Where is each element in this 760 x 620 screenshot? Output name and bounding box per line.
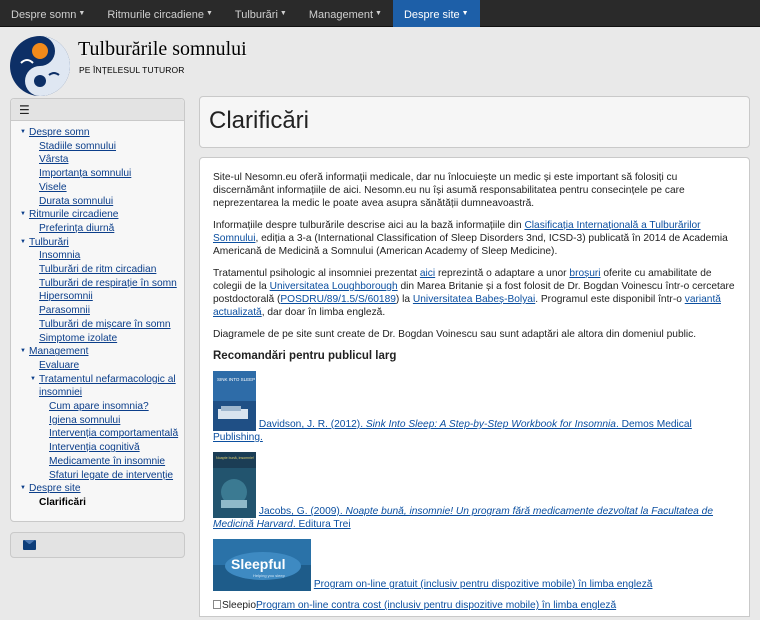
- tree-link[interactable]: Ritmurile circadiene: [29, 209, 119, 221]
- book-cover-title: Noapte bună, insomnie!: [216, 456, 254, 460]
- tree-item-preferinta-diurna[interactable]: [11, 222, 184, 236]
- link-sleepful[interactable]: Program on-line gratuit (inclusiv pentru dispozitive mobile) în limba engleză: [313, 579, 653, 590]
- nav-despre-site[interactable]: [393, 0, 480, 27]
- book-cover-sink-into-sleep[interactable]: [213, 371, 256, 431]
- sleepio-image-placeholder[interactable]: [213, 600, 256, 611]
- envelope-icon[interactable]: [23, 540, 36, 550]
- book-cover-title: SINK INTO SLEEP: [217, 377, 256, 382]
- recommendation-sleepio: [213, 599, 737, 612]
- tree-item-interventia-comportamentala[interactable]: [11, 427, 184, 441]
- book-title: Sink Into Sleep: A Step-by-Step Workbook for Insomnia: [365, 419, 616, 430]
- expand-triangle-icon[interactable]: ▼: [20, 211, 26, 218]
- link-aici[interactable]: aici: [419, 268, 436, 279]
- text: oferite cu amabilitate de colegii de la: [213, 268, 712, 292]
- site-title[interactable]: Tulburările somnului: [78, 38, 247, 60]
- broken-image-icon: [213, 600, 221, 609]
- sidebar: [10, 98, 185, 522]
- expand-triangle-icon[interactable]: ▼: [20, 348, 26, 355]
- tree-link[interactable]: Medicamente în insomnie: [49, 455, 166, 467]
- nav-ritmurile-circadiene[interactable]: [96, 0, 224, 27]
- tree-item-tulburari-ritm-circadian[interactable]: [11, 263, 184, 277]
- text: , ediția a 3-a (International Classification of Sleep Disorders 3nd, ICSD-3) publicată în 2014 de Academia Americană de Medicină a Somnului (American Academy of Sleep Medicine).: [213, 233, 728, 257]
- paragraph-sources: [213, 219, 737, 258]
- tree-link[interactable]: Tulburări de respirație în somn: [39, 277, 177, 289]
- title-panel: [199, 96, 750, 148]
- tree-item-tulburari-miscare[interactable]: [11, 318, 184, 332]
- tree-item-stadiile-somnului[interactable]: [11, 140, 184, 154]
- tree-link[interactable]: Sfaturi legate de intervenție: [49, 469, 174, 481]
- expand-triangle-icon[interactable]: ▼: [30, 375, 36, 382]
- tree-item-parasomnii[interactable]: [11, 304, 184, 318]
- text: Tratamentul psihologic al insomniei prezentat: [213, 268, 420, 279]
- tree-link[interactable]: Tulburări de ritm circadian: [39, 264, 157, 276]
- tree-link[interactable]: Despre site: [29, 483, 81, 495]
- nav-label: Ritmurile circadiene: [107, 9, 204, 21]
- tree-link[interactable]: Tulburări de mișcare în somn: [39, 318, 171, 330]
- link-loughborough[interactable]: Universitatea Loughborough: [269, 281, 398, 292]
- tree-link[interactable]: Stadiile somnului: [39, 140, 117, 152]
- nav-label: Tulburări: [234, 9, 278, 21]
- tree-link-current[interactable]: Clarificări: [39, 496, 86, 508]
- sidebar-tree: [11, 121, 184, 510]
- text: din Marea Britanie și a fost folosit de Dr. Bogdan Voinescu într-o cercetare postdoctorală (: [213, 281, 735, 305]
- recommendation-davidson: [213, 371, 737, 444]
- tree-link[interactable]: Igiena somnului: [49, 414, 121, 426]
- sleepful-logo[interactable]: [213, 539, 311, 591]
- tree-item-despre-somn[interactable]: [11, 126, 184, 140]
- tree-link[interactable]: Cum apare insomnia?: [49, 401, 149, 413]
- expand-triangle-icon[interactable]: ▼: [20, 129, 26, 135]
- tree-item-ritmurile-circadiene[interactable]: [11, 208, 184, 222]
- sleepio-alt-text: Sleepio: [222, 600, 256, 611]
- tree-link[interactable]: Preferința diurnă: [39, 222, 115, 234]
- tree-link[interactable]: Tulburări: [29, 236, 69, 248]
- paragraph-treatment: [213, 267, 737, 319]
- site-tagline: PE ÎNȚELESUL TUTUROR: [79, 65, 185, 75]
- tree-link[interactable]: Tratamentul nefarmacologic al insomniei: [39, 373, 176, 399]
- caret-down-icon: ▼: [205, 10, 213, 17]
- tree-item-interventia-cognitiva[interactable]: [11, 441, 184, 455]
- contact-box: [10, 532, 185, 558]
- page-title: Clarificări: [209, 107, 310, 134]
- tree-link[interactable]: Intervenția cognitivă: [49, 442, 140, 454]
- book-cover-noapte-buna[interactable]: [213, 452, 256, 518]
- tree-link[interactable]: Hipersomnii: [39, 291, 93, 303]
- tree-item-management[interactable]: [11, 345, 184, 359]
- tree-link[interactable]: Parasomnii: [39, 305, 90, 317]
- nav-label: Management: [308, 9, 374, 21]
- tree-item-hipersomnii[interactable]: [11, 290, 184, 304]
- tree-link[interactable]: Importanța somnului: [39, 168, 132, 180]
- caret-down-icon: ▼: [461, 10, 469, 17]
- link-sleepio[interactable]: Program on-line contra cost (inclusiv pentru dispozitive mobile) în limba engleză: [256, 600, 617, 611]
- tree-link[interactable]: Durata somnului: [39, 195, 114, 207]
- sidebar-header: [11, 99, 184, 121]
- site-logo-icon[interactable]: [9, 35, 71, 97]
- sleepful-logo-text: Sleepful: [231, 556, 286, 572]
- book-title: Noapte bună, insomnie! Un program fără medicamente dezvoltat la Facultatea de Medicină Harvard: [213, 506, 714, 530]
- sleepful-logo-subtext: Helping you sleep: [253, 573, 285, 578]
- tree-item-simptome-izolate[interactable]: [11, 332, 184, 346]
- link-icsd[interactable]: Clasificația Internațională a Tulburărilor Somnului: [213, 220, 701, 244]
- text: . Demos Medical Publishing.: [213, 419, 692, 443]
- tree-item-visele[interactable]: [11, 181, 184, 195]
- text: . Programul este disponibil într-o: [535, 294, 685, 305]
- nav-despre-somn[interactable]: [0, 0, 96, 27]
- tree-link[interactable]: Insomnia: [39, 250, 81, 262]
- tree-item-tulburari-respiratie[interactable]: [11, 277, 184, 291]
- tree-item-cum-apare-insomnia[interactable]: [11, 400, 184, 414]
- tree-item-tulburari[interactable]: [11, 236, 184, 250]
- text: Davidson, J. R. (2012).: [258, 419, 366, 430]
- tree-link[interactable]: Management: [29, 346, 89, 358]
- tree-item-medicamente-insomnie[interactable]: [11, 455, 184, 469]
- tree-item-igiena-somnului[interactable]: [11, 414, 184, 428]
- expand-triangle-icon[interactable]: ▼: [20, 485, 26, 492]
- link-jacobs[interactable]: [213, 506, 713, 530]
- top-navbar: [0, 0, 760, 27]
- tree-item-tratamentul-nefarmacologic[interactable]: [11, 373, 184, 400]
- tree-link[interactable]: Despre somn: [29, 127, 90, 138]
- link-varianta-actualizata[interactable]: variantă actualizată: [213, 294, 721, 318]
- tree-item-insomnia[interactable]: [11, 249, 184, 263]
- tree-item-sfaturi-interventie[interactable]: [11, 469, 184, 483]
- tree-item-clarificari[interactable]: [11, 496, 184, 510]
- expand-triangle-icon[interactable]: ▼: [20, 238, 26, 245]
- tree-item-importanta-somnului[interactable]: [11, 167, 184, 181]
- tree-link[interactable]: Evaluare: [39, 359, 80, 371]
- text: ) la: [395, 294, 413, 305]
- recommendation-sleepful: [213, 539, 737, 591]
- link-davidson[interactable]: [213, 419, 692, 443]
- article-content: [213, 171, 737, 620]
- tree-item-evaluare[interactable]: [11, 359, 184, 373]
- link-babes-bolyai[interactable]: Universitatea Babeș-Bolyai: [412, 294, 536, 305]
- text: Jacobs, G. (2009).: [258, 506, 346, 517]
- tree-item-durata-somnului[interactable]: [11, 195, 184, 209]
- tree-item-varsta[interactable]: [11, 153, 184, 167]
- caret-down-icon: ▼: [279, 10, 287, 17]
- nav-tulburari[interactable]: [224, 0, 298, 27]
- content-panel: [199, 157, 750, 617]
- text: , dar doar în limba engleză.: [261, 307, 386, 318]
- recommendations-heading: Recomandări pentru publicul larg: [213, 350, 397, 362]
- caret-down-icon: ▼: [78, 10, 86, 17]
- menu-toggle-icon[interactable]: ☰: [19, 103, 30, 117]
- tree-link[interactable]: Simptome izolate: [39, 332, 118, 344]
- text: reprezintă o adaptare a unor: [435, 268, 570, 279]
- paragraph-diagrams: Diagramele de pe site sunt create de Dr. Bogdan Voinescu sau sunt adaptări ale altora din domeniul public.: [213, 329, 697, 340]
- tree-item-despre-site[interactable]: [11, 482, 184, 496]
- link-posdru[interactable]: POSDRU/89/1.5/S/60189: [280, 294, 396, 305]
- link-brosuri[interactable]: broșuri: [569, 268, 601, 279]
- recommendation-jacobs: [213, 452, 737, 531]
- tree-link[interactable]: Intervenția comportamentală: [49, 428, 179, 440]
- nav-label: Despre somn: [11, 9, 77, 21]
- text: Informațiile despre tulburările descrise aici au la bază informațiile din: [213, 220, 525, 231]
- paragraph-disclaimer: Site-ul Nesomn.eu oferă informații medicale, dar nu înlocuiește un medic și este important să folosiți cu discernământ informațiile de aici. Nesomn.eu nu își asumă responsabilitatea pentru consecințele pe care neprezentarea la medic le poate avea asupra sănătății dumneavoastră.: [213, 172, 685, 209]
- nav-label: Despre site: [403, 9, 460, 21]
- tree-link[interactable]: Visele: [39, 181, 67, 193]
- text: . Editura Trei: [292, 519, 351, 530]
- nav-management[interactable]: [298, 0, 393, 27]
- caret-down-icon: ▼: [375, 10, 382, 17]
- tree-link[interactable]: Vârsta: [39, 154, 69, 166]
